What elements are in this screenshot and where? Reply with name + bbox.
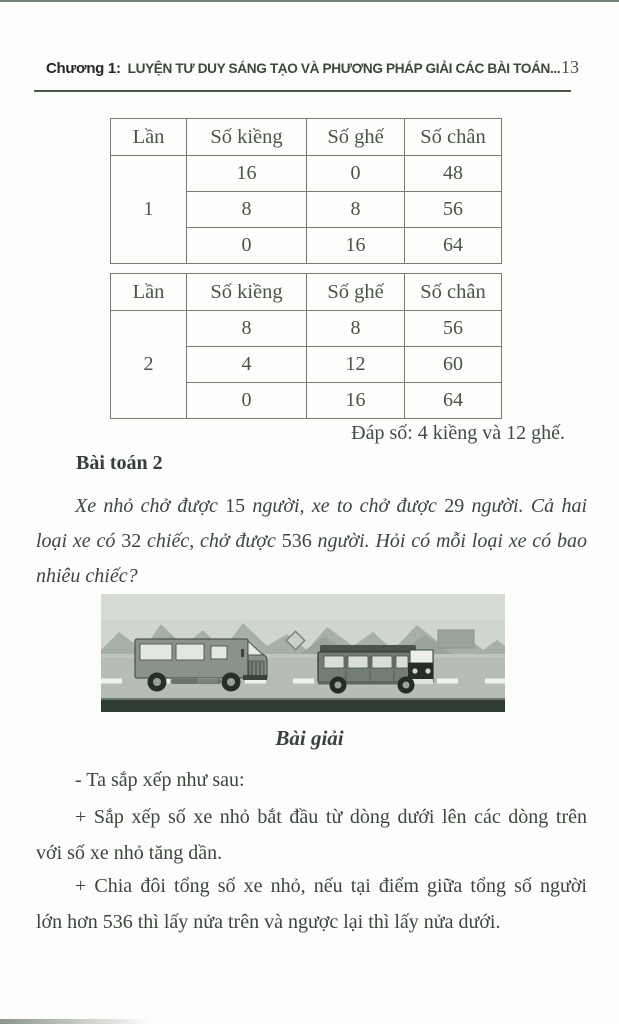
- cell: 64: [405, 383, 502, 419]
- billboard: [438, 630, 474, 648]
- page-header: [46, 57, 579, 78]
- cell: 64: [405, 228, 502, 264]
- cell: 0: [187, 228, 307, 264]
- cell: 16: [307, 383, 405, 419]
- problem-2-title: Bài toán 2: [76, 452, 163, 474]
- table-header-row: [111, 119, 502, 156]
- problem-2-line-3: nhiêu chiếc?: [36, 565, 138, 587]
- cell: 48: [405, 156, 502, 192]
- col-header-so-chan: Số chân: [405, 119, 502, 156]
- solution-step-2-line-1: + Chia đôi tổng số xe nhỏ, nếu tại điểm giữa tổng số người: [75, 875, 587, 897]
- group-cell: 2: [111, 311, 187, 419]
- solution-step-2-line-2: lớn hơn 536 thì lấy nửa trên và ngược lại thì lấy nửa dưới.: [36, 911, 501, 933]
- problem-2-line-2: loại xe có 32 chiếc, chở được 536 người. Hỏi có mỗi loại xe có bao: [36, 530, 587, 552]
- header-rule: [34, 90, 571, 92]
- chapter-title: LUYỆN TƯ DUY SÁNG TẠO VÀ PHƯƠNG PHÁP GIẢI CÁC BÀI TOÁN...: [127, 61, 561, 76]
- problem-2-text: [36, 489, 587, 594]
- solution-step-1-line-1: + Sắp xếp số xe nhỏ bắt đầu từ dòng dưới lên các dòng trên: [75, 806, 587, 828]
- table-row: [111, 311, 502, 347]
- cell: 60: [405, 347, 502, 383]
- solution-step-2: [36, 868, 587, 940]
- solution-intro: - Ta sắp xếp như sau:: [75, 769, 245, 791]
- trial-table-1: [110, 118, 502, 264]
- col-header-so-kieng: Số kiềng: [187, 119, 307, 156]
- table-row: [111, 156, 502, 192]
- cell: 56: [405, 311, 502, 347]
- cell: 8: [307, 192, 405, 228]
- chapter-heading: [46, 60, 560, 78]
- cell: 56: [405, 192, 502, 228]
- cell: 8: [307, 311, 405, 347]
- scan-corner-smudge: [0, 1019, 150, 1024]
- cell: 12: [307, 347, 405, 383]
- answer-line: Đáp số: 4 kiềng và 12 ghế.: [351, 422, 565, 444]
- group-cell: 1: [111, 156, 187, 264]
- solution-step-1: [36, 799, 587, 871]
- cell: 16: [187, 156, 307, 192]
- scan-top-edge: [0, 0, 619, 2]
- roadside-strip: [101, 698, 505, 712]
- col-header-lan: Lần: [111, 274, 187, 311]
- buses-illustration: [101, 594, 505, 712]
- col-header-lan: Lần: [111, 119, 187, 156]
- col-header-so-chan: Số chân: [405, 274, 502, 311]
- cell: 4: [187, 347, 307, 383]
- cell: 0: [307, 156, 405, 192]
- cell: 0: [187, 383, 307, 419]
- page-number: 13: [561, 57, 579, 77]
- col-header-so-kieng: Số kiềng: [187, 274, 307, 311]
- table-header-row: [111, 274, 502, 311]
- solution-title: Bài giải: [275, 726, 344, 750]
- chapter-label: Chương 1:: [46, 60, 121, 77]
- cell: 8: [187, 311, 307, 347]
- problem-2-line-1: Xe nhỏ chở được 15 người, xe to chở được 29 người. Cả hai: [75, 495, 588, 517]
- trial-table-2: [110, 273, 502, 419]
- cell: 16: [307, 228, 405, 264]
- solution-step-1-line-2: với số xe nhỏ tăng dần.: [36, 842, 223, 864]
- cell: 8: [187, 192, 307, 228]
- col-header-so-ghe: Số ghế: [307, 119, 405, 156]
- col-header-so-ghe: Số ghế: [307, 274, 405, 311]
